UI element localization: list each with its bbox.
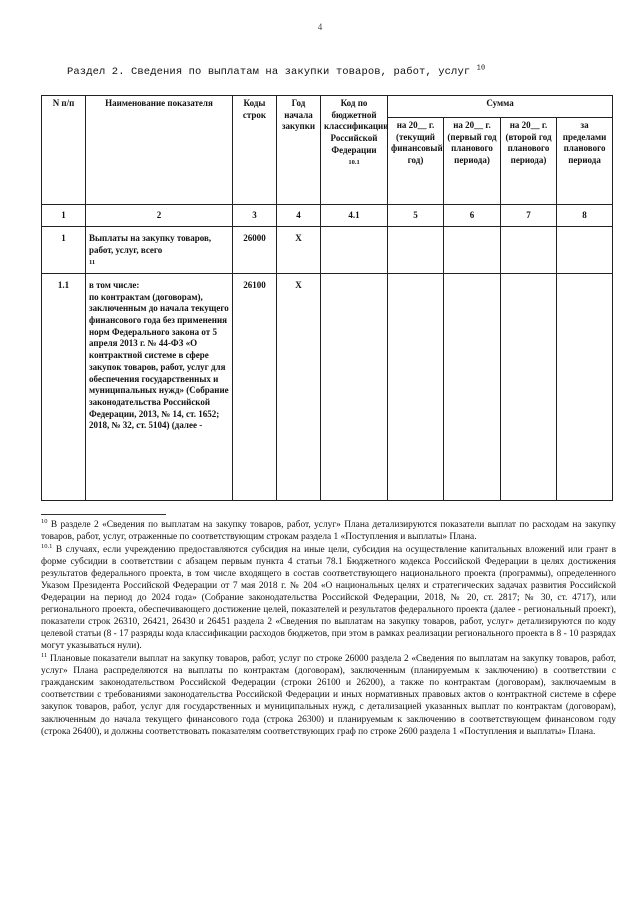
- section-title: [67, 66, 607, 78]
- row-number: 1: [42, 227, 86, 274]
- header-sum-first-plan: на 20__ г. (первый год планового периода): [444, 118, 501, 205]
- footnote-ref: 10.1: [41, 542, 53, 550]
- footnote: [41, 544, 616, 652]
- header-kbk-ref: 10.1: [348, 159, 360, 167]
- page-number: 4: [317, 22, 323, 32]
- row-kbk: [321, 227, 388, 274]
- header-name: Наименование показателя: [86, 96, 233, 205]
- footnotes: [41, 519, 616, 739]
- row-kbk: [321, 274, 388, 501]
- footnote-text: В разделе 2 «Сведения по выплатам на закупку товаров, работ, услуг» Плана детализируются показатели выплат по расходам на закупку товаров, работ, услуг, отраженные по соответствующим строкам раздела 1 «Поступления и выплаты» Плана.: [41, 520, 616, 543]
- col-number: 5: [388, 205, 444, 227]
- table-row: [42, 227, 613, 274]
- row-code: 26100: [233, 274, 277, 501]
- header-kbk: [321, 96, 388, 205]
- row-name-text: по контрактам (договорам), заключенным до начала текущего финансового года без применения норм Федерального закона от 5 апреля 2013 г. № 44-ФЗ «О контрактной системе в сфере закупок товаров, работ, услуг для обеспечения государственных и муниципальных нужд» (Собрание законодательства Российской Федерации, 2013, № 14, ст. 1652; 2018, № 32, ст. 5104) (далее -: [89, 291, 229, 431]
- col-number: 1: [42, 205, 86, 227]
- row-sum-first-plan: [444, 227, 501, 274]
- header-sum-beyond: за пределами планового периода: [557, 118, 613, 205]
- col-number: 3: [233, 205, 277, 227]
- payments-table: [41, 95, 613, 501]
- row-name-lead: в том числе:: [89, 280, 140, 290]
- footnote-ref: 11: [41, 652, 48, 660]
- header-row-1: [42, 96, 613, 118]
- row-sum-current: [388, 274, 444, 501]
- row-code: 26000: [233, 227, 277, 274]
- row-sum-first-plan: [444, 274, 501, 501]
- table-row: [42, 274, 613, 501]
- row-name: [86, 227, 233, 274]
- row-sum-beyond: [557, 274, 613, 501]
- footnote-text: В случаях, если учреждению предоставляются субсидия на иные цели, субсидия на осуществление капитальных вложений или грант в форме субсидии в соответствии с абзацем первым пункта 4 статьи 78.1 Бюджетного кодекса Российской Федерации в целях достижения результатов федерального проекта, в том числе входящего в состав соответствующего национального проекта (программы), определенного Указом Президента Российской Федерации от 7 мая 2018 г. № 204 «О национальных целях и стратегических задачах развития Российской Федерации на период до 2024 года» (Собрание законодательства Российской Федерации, 2018, № 20, ст. 2817; № 30, ст. 4717), или регионального проекта, обеспечивающего достижение целей, показателей и результатов федерального проекта (далее - региональный проект), показатели строк 26310, 26421, 26430 и 26451 раздела 2 «Сведения по выплатам на закупку товаров, работ, услуг» детализируются по коду целевой статьи (8 - 17 разряды кода классификации расходов бюджетов, при этом в рамках реализации регионального проекта в 8 - 10 разрядах могут указываться нули).: [41, 545, 617, 652]
- header-sum-current: на 20__ г. (текущий финансовый год): [388, 118, 444, 205]
- footnote-text: Плановые показатели выплат на закупку товаров, работ, услуг по строке 26000 раздела 2 «Сведения по выплатам на закупку товаров, работ, услуг» Плана распределяются на выплаты по контрактам (договорам), заключенным (планируемым к заключению) в соответствии с гражданским законодательством Российской Федерации (строки 26100 и 26200), а также по контрактам (договорам), заключаемым в соответствии с требованиями законодательства Российской Федерации и иных нормативных правовых актов о контрактной системе в сфере закупок товаров, работ, услуг для государственных и муниципальных нужд, с детализацией указанных выплат по контрактам (договорам), заключенным до начала текущего финансового года (строка 26300) и планируемым к заключению в соответствующем финансовом году (строка 26400), и должны соответствовать показателям соответствующих граф по строке 2600 раздела 1 «Поступления и выплаты» Плана.: [41, 654, 616, 737]
- column-numbers-row: [42, 205, 613, 227]
- header-sum: Сумма: [388, 96, 613, 118]
- row-number: 1.1: [42, 274, 86, 501]
- section-title-footnote-ref: 10: [476, 64, 486, 73]
- col-number: 6: [444, 205, 501, 227]
- header-year: Год начала закупки: [277, 96, 321, 205]
- col-number: 2: [86, 205, 233, 227]
- footnote: [41, 653, 616, 737]
- footnote-ref: 10: [41, 517, 48, 525]
- section-title-text: Раздел 2. Сведения по выплатам на закупки товаров, работ, услуг: [67, 66, 471, 78]
- header-sum-second-plan: на 20__ г. (второй год планового периода): [501, 118, 557, 205]
- header-num: N п/п: [42, 96, 86, 205]
- row-sum-beyond: [557, 227, 613, 274]
- col-number: 8: [557, 205, 613, 227]
- row-sum-second-plan: [501, 227, 557, 274]
- header-code: Коды строк: [233, 96, 277, 205]
- row-name: [86, 274, 233, 501]
- col-number: 4.1: [321, 205, 388, 227]
- row-name-text: Выплаты на закупку товаров, работ, услуг, всего: [89, 233, 212, 255]
- header-kbk-text: Код по бюджетной классификации Российской Федерации: [324, 98, 389, 155]
- row-sum-second-plan: [501, 274, 557, 501]
- row-sum-current: [388, 227, 444, 274]
- row-name-footnote-ref: 11: [89, 259, 96, 267]
- footnote: [41, 519, 616, 543]
- col-number: 7: [501, 205, 557, 227]
- row-year: X: [277, 227, 321, 274]
- row-year: X: [277, 274, 321, 501]
- footnote-divider: [41, 514, 166, 515]
- col-number: 4: [277, 205, 321, 227]
